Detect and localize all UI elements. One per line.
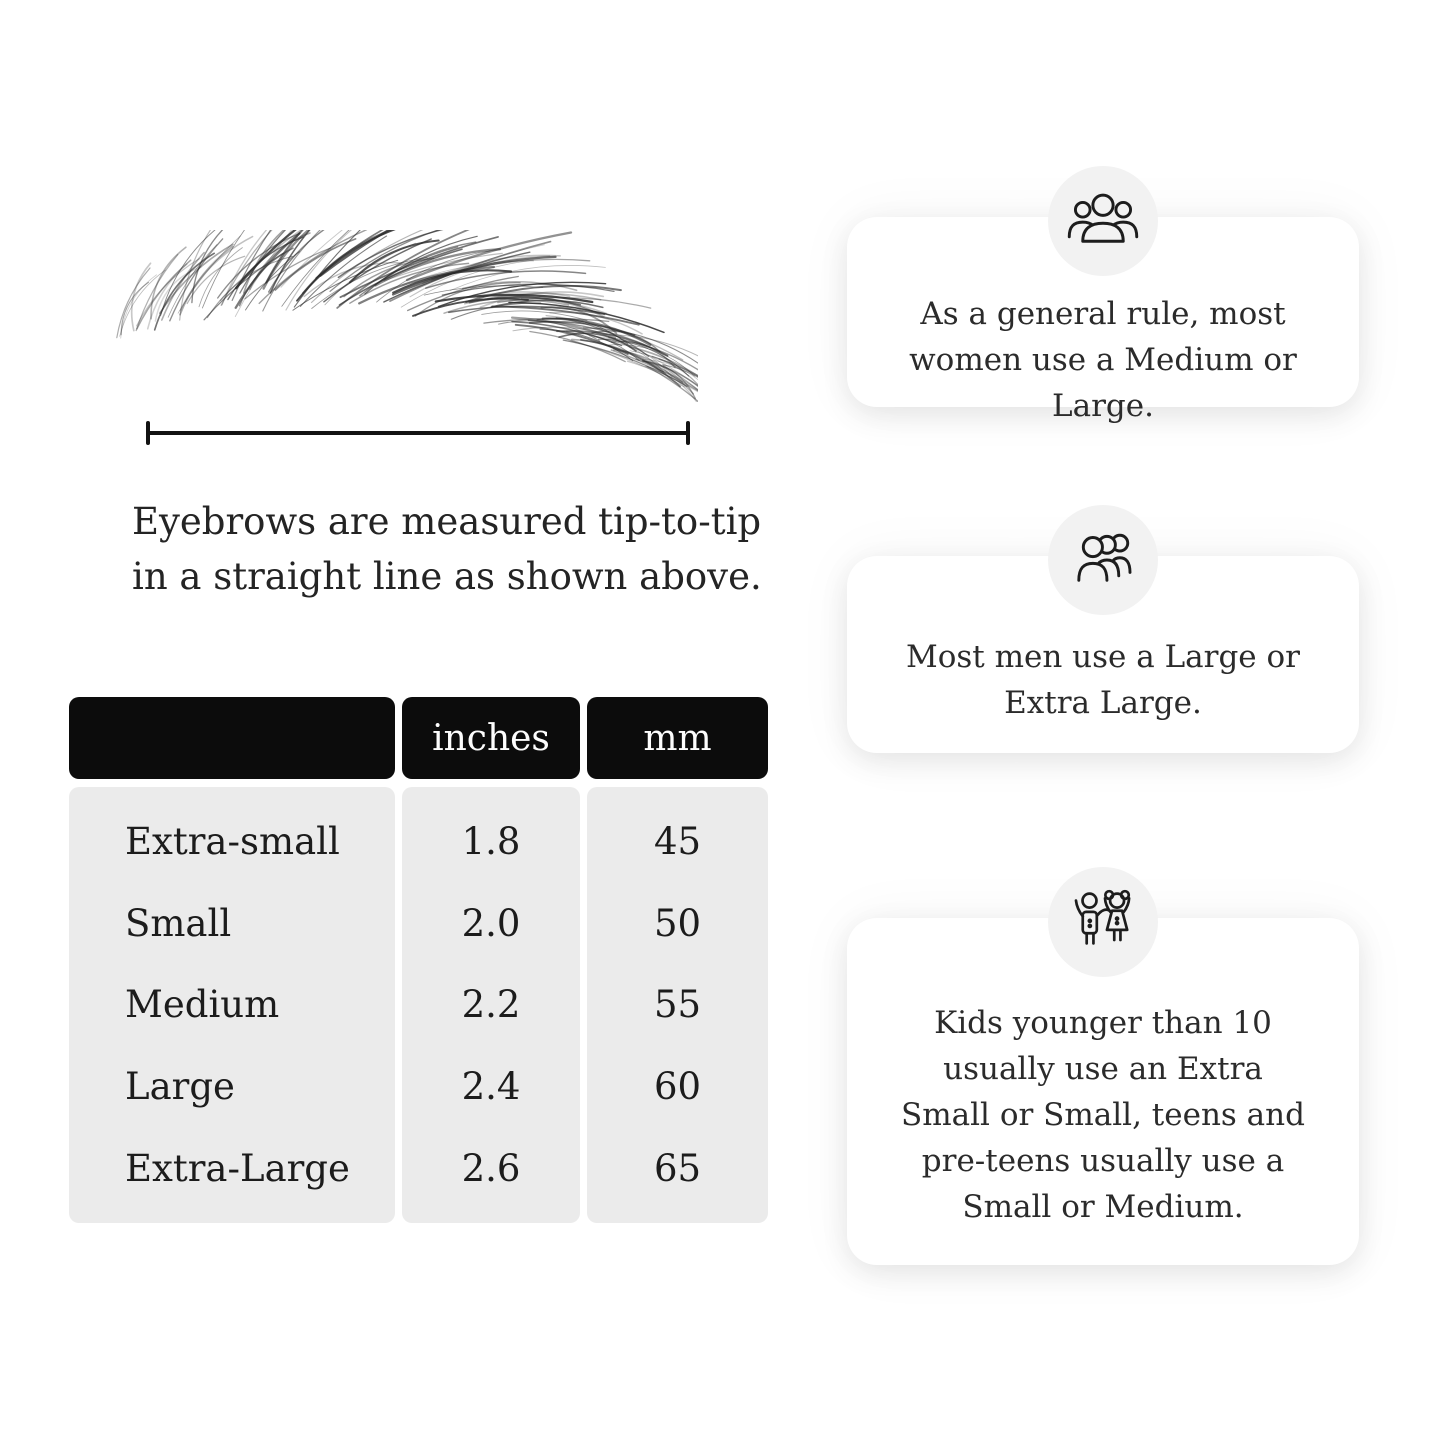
size-label-cell: Small [125, 901, 232, 945]
info-card-text: Most men use a Large or Extra Large. [905, 639, 1300, 721]
table-header-mm: mm [587, 697, 768, 779]
line-bar [146, 431, 690, 435]
size-label-cell: Large [125, 1065, 235, 1109]
info-card-text: Kids younger than 10 usually use an Extra Small or Small, teens and pre-teens usually use a Small or Medium. [901, 1005, 1305, 1225]
mm-value-cell: 60 [653, 1065, 702, 1109]
size-name-column [69, 697, 395, 1223]
inches-value-cell: 2.4 [461, 1065, 521, 1109]
icon-badge [1048, 166, 1158, 276]
size-name-column-body [69, 787, 395, 1223]
measurement-caption [132, 494, 762, 604]
inches-column [402, 697, 580, 1223]
measurement-line [146, 421, 690, 445]
icon-badge [1048, 867, 1158, 977]
inches-value-cell: 2.0 [461, 901, 521, 945]
line-end-cap-right [686, 421, 690, 445]
table-header-inches: inches [402, 697, 580, 779]
info-card-kids [847, 918, 1359, 1265]
inches-value-cell: 1.8 [461, 820, 521, 864]
info-card-text: As a general rule, most women use a Medium or Large. [909, 296, 1297, 424]
eyebrow-sketch [113, 230, 698, 402]
mm-column-body [587, 787, 768, 1223]
inches-column-body [402, 787, 580, 1223]
men-group-icon [1067, 524, 1139, 596]
size-label-cell: Extra-small [125, 820, 340, 864]
size-chart-table [69, 697, 768, 1223]
women-group-icon [1067, 185, 1139, 257]
mm-value-cell: 65 [653, 1146, 702, 1190]
kids-icon [1067, 886, 1139, 958]
mm-column [587, 697, 768, 1223]
mm-value-cell: 50 [653, 901, 702, 945]
size-label-cell: Medium [125, 983, 280, 1027]
mm-value-cell: 55 [653, 983, 702, 1027]
caption-line-1: Eyebrows are measured tip-to-tip [132, 500, 762, 543]
inches-value-cell: 2.2 [461, 983, 521, 1027]
info-card-men [847, 556, 1359, 753]
mm-value-cell: 45 [653, 820, 702, 864]
caption-line-2: in a straight line as shown above. [132, 555, 762, 598]
table-header-blank [69, 697, 395, 779]
size-label-cell: Extra-Large [125, 1146, 350, 1190]
inches-value-cell: 2.6 [461, 1146, 521, 1190]
info-card-women [847, 217, 1359, 424]
icon-badge [1048, 505, 1158, 615]
